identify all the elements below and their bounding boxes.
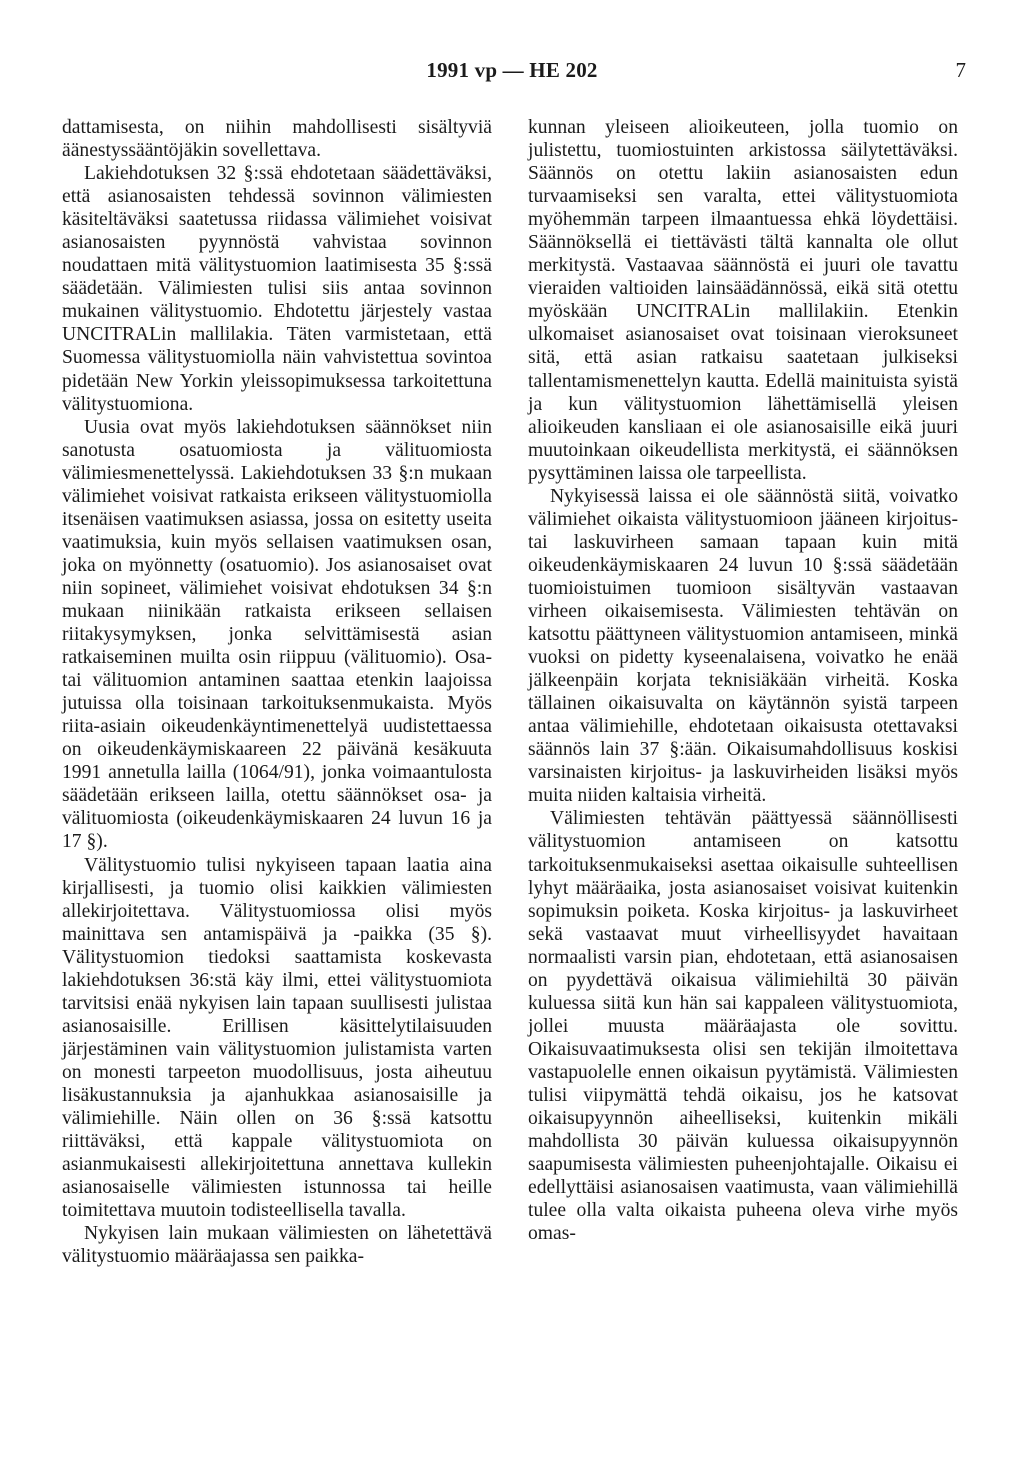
paragraph: Nykyisen lain mukaan välimiesten on lähetettävä välitystuomio määräajassa sen paikka- [62,1223,492,1268]
paragraph: Välimiesten tehtävän päättyessä säännöllisesti välitystuomion antamiseen on katsottu tarkoituksenmukaiseksi asettaa oikaisulle suhteellisen lyhyt määräaika, josta asianosaiset voisivat kuitenkin sopimuksin poiketa. Koska kirjoitus- ja laskuvirheet sekä vastaavat muut virheellisyydet havaitaan normaalisti varsin pian, ehdotetaan, että asianosaisen on pyydettävä oikaisua välimiehiltä 30 päivän kuluessa siitä kun hän sai kappaleen välitystuomiota, jollei muusta määräajasta ole sovittu. Oikaisuvaatimuksesta olisi sen tekijän ilmoitettava vastapuolelle ennen oikaisun pyytämistä. Välimiesten tulisi viipymättä tehdä oikaisu, jos he katsovat oikaisupyynnön aiheelliseksi, kuitenkin mikäli mahdollista 30 päivän kuluessa oikaisupyynnön saapumisesta välimiesten puheenjohtajalle. Oikaisu ei edellyttäisi asianosaisen vaatimusta, vaan välimiehillä tulee olla valta oikaista puheena oleva virhe myös omas- [528,808,958,1245]
left-column [62,116,492,1268]
page-number: 7 [955,58,966,82]
paragraph: kunnan yleiseen alioikeuteen, jolla tuomio on julistettu, tuomiostuinten arkistossa säilytettäväksi. Säännös on otettu lakiin asianosaisten edun turvaamiseksi sen varalta, ettei välitystuomiota myöhemmän tarpeen ilmaantuessa ehkä löydettäisi. Säännöksellä ei tiettävästi tältä kannalta ole ollut merkitystä. Vastaavaa säännöstä ei juuri ole tavattu vieraiden valtioiden lainsäädännössä, eikä sitä otettu myöskään UNCITRALin mallilakiin. Etenkin ulkomaiset asianosaiset ovat toisinaan vieroksuneet sitä, että asian ratkaisu saatetaan julkiseksi tallentamismenettelyn kautta. Edellä mainituista syistä ja kun välitystuomion lähettämisellä yleisen alioikeuden kansliaan ei ole asianosaisille eikä juuri muutoinkaan oikeudellista merkitystä, ei säännöksen pysyttäminen laissa ole tarpeellista. [528,117,958,484]
page-header [62,40,966,82]
running-title: 1991 vp — HE 202 [426,58,598,82]
right-column [528,116,958,1245]
paragraph: Uusia ovat myös lakiehdotuksen säännökset niin sanotusta osatuomiosta ja välituomiosta välimiesmenettelyssä. Lakiehdotuksen 33 §:n mukaan välimiehet voisivat ratkaista erikseen välitystuomiolla itsenäisen vaatimuksen asiassa, jossa on esitetty useita vaatimuksia, kuin myös sellaisen vaatimuksen osan, joka on myönnetty (osatuomio). Jos asianosaiset ovat niin sopineet, välimiehet voisivat ehdotuksen 34 §:n mukaan niinikään ratkaista erikseen sellaisen riitakysymyksen, jonka selvittämisestä asian ratkaiseminen muilta osin riippuu (välituomio). Osa- tai välituomion antaminen saattaa etenkin laajoissa jutuissa olla toisinaan tarkoituksenmukaista. Myös riita-asiain oikeudenkäyntimenettelyä uudistettaessa on oikeudenkäymiskaareen 22 päivänä kesäkuuta 1991 annetulla lailla (1064/91), jonka voimaantulosta säädetään erikseen lailla, otettu säännökset osa- ja välituomiosta (oikeudenkäymiskaaren 24 luvun 16 ja 17 §). [62,416,492,853]
paragraph: Lakiehdotuksen 32 §:ssä ehdotetaan säädettäväksi, että asianosaisten tehdessä sovinnon välimiesten käsiteltäväksi saatetussa riidassa välimiehet voisivat asianosaisten pyynnöstä vahvistaa sovinnon noudattaen mitä välitystuomion laatimisesta 35 §:ssä säädetään. Välimiesten tulisi siis antaa sovinnon mukainen välitystuomio. Ehdotettu järjestely vastaa UNCITRALin mallilakia. Täten varmistetaan, että Suomessa välitystuomiolla näin vahvistettua sovintoa pidetään New Yorkin yleissopimuksessa tarkoitettuna välitystuomiona. [62,163,492,415]
paragraph: Nykyisessä laissa ei ole säännöstä siitä, voivatko välimiehet oikaista välitystuomioon jääneen kirjoitus- tai laskuvirheen samaan tapaan kuin mitä oikeudenkäymiskaaren 24 luvun 10 §:ssä säädetään tuomioistuimen tuomioon sisältyvän vastaavan virheen oikaisemisesta. Välimiesten tehtävän on katsottu päättyneen välitystuomion antamiseen, minkä vuoksi on pidetty kyseenalaisena, voivatko he enää jälkeenpäin korjata teknisiäkään virheitä. Koska tällainen oikaisuvalta on käytännön syistä tarpeen antaa välimiehille, ehdotetaan oikaisusta otettavaksi säännös lain 37 §:ään. Oikaisumahdollisuus koskisi varsinaisten kirjoitus- ja laskuvirheiden lisäksi myös muita niiden kaltaisia virheitä. [528,485,958,807]
paragraph: dattamisesta, on niihin mahdollisesti sisältyviä äänestyssääntöjäkin sovellettava. [62,117,492,162]
paragraph: Välitystuomio tulisi nykyiseen tapaan laatia aina kirjallisesti, ja tuomio olisi kaikkien välimiesten allekirjoitettava. Välitystuomiossa olisi myös mainittava sen antamispäivä ja -paikka (35 §). Välitystuomion tiedoksi saattamista koskevasta lakiehdotuksen 36:stä käy ilmi, ettei välitystuomiota tarvitsisi enää nykyisen lain tapaan suullisesti julistaa asianosaisille. Erillisen käsittelytilaisuuden järjestäminen vain välitystuomion julistamista varten on monesti tarpeeton muodollisuus, josta aiheutuu lisäkustannuksia ja ajanhukkaa asianosaisille ja välimiehille. Näin ollen on 36 §:ssä katsottu riittäväksi, että kappale välitystuomiota on asianmukaisesti allekirjoitettuna annettava kullekin asianosaiselle välimiesten istunnossa tai heille toimitettava muutoin todisteellisella tavalla. [62,854,492,1222]
